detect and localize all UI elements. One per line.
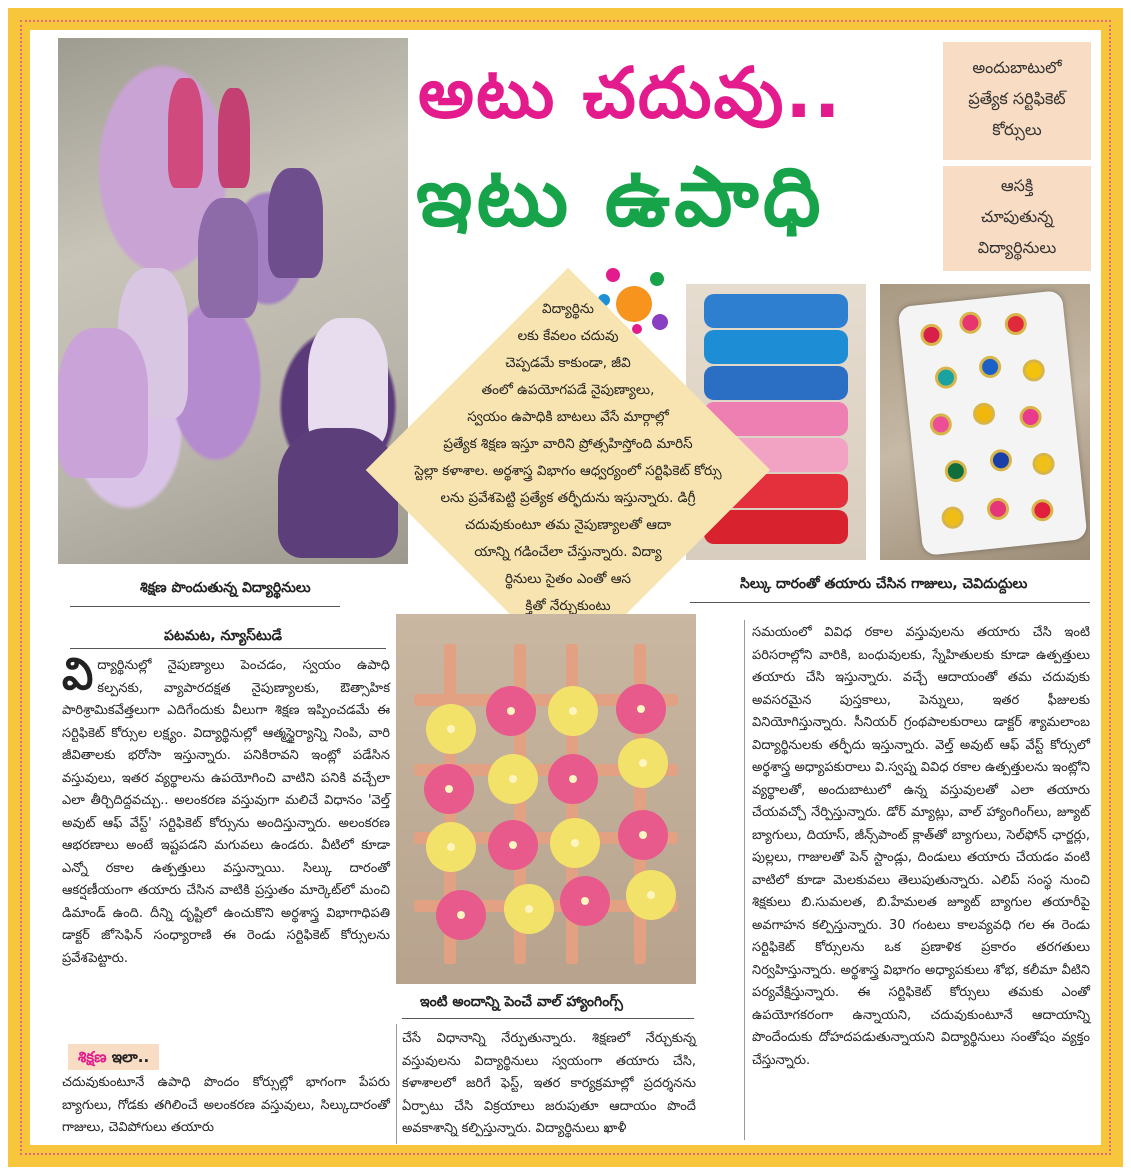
intro-line: ర్థినులు సైతం ఎంతో ఆస bbox=[505, 571, 631, 587]
side-box-line: చూపుతున్న bbox=[980, 207, 1054, 226]
headline-line-1: అటు చదువు.. bbox=[418, 52, 843, 134]
article-column-1b-text: చదువుకుంటూనే ఉపాధి పొందం కోర్సుల్లో భాగంగా పేపరు బ్యాగులు, గోడకు తగిలించే అలంకరణ వస్తువులు, సిల్కుదారంతో గాజులు, చెవిపోగులు తయారు bbox=[62, 1075, 390, 1135]
article-column-3 bbox=[752, 622, 1090, 1072]
column-divider bbox=[744, 620, 745, 1140]
side-box-courses bbox=[943, 42, 1091, 160]
earrings-photo bbox=[880, 284, 1090, 560]
headline-line-2: ఇటు ఉపాధి bbox=[416, 150, 825, 245]
intro-line: చదువుకుంటూ తమ నైపుణ్యాలతో ఆదా bbox=[464, 517, 672, 533]
side-box-line: అందుబాటులో bbox=[972, 58, 1062, 77]
wall-hanging-caption: ఇంటి అందాన్ని పెంచే వాల్ హ్యాంగింగ్స్ bbox=[420, 994, 623, 1010]
intro-text bbox=[366, 296, 770, 647]
article-column-1 bbox=[62, 649, 390, 970]
dateline-rule bbox=[70, 648, 386, 649]
column-divider bbox=[396, 1024, 397, 1144]
article-column-2 bbox=[402, 1028, 696, 1141]
intro-line: చెప్పడమే కాకుండా, జీవి bbox=[505, 355, 631, 371]
article-column-1-text: ద్యార్థినుల్లో నైపుణ్యాలు పెంచడం, స్వయం ఉపాధి కల్పనకు, వ్యాపారదక్షత నైపుణ్యాలకు, ఔత్సాహిక పారిశ్రామికవేత్తలుగా ఎదిగేందుకు వీలుగా శిక్షణ ఇప్పించడమే ఈ సర్టిఫికెట్ కోర్సుల లక్ష్యం. విద్యార్థినుల్లో ఆత్మస్థైర్యాన్ని నింపి, వారి జీవితాలకు భరోసా ఇస్తున్నారు. పనికిరావని ఇంట్లో పడేసిన వస్తువులు, ఇతర వ్యర్థాలను ఉపయోగించి వాటిని పనికి వచ్చేలా ఎలా తీర్చిదిద్దవచ్చు.. అలంకరణ వస్తువుగా మలిచే విధానం 'వెల్త్ అవుట్ ఆఫ్ వేస్ట్' సర్టిఫికెట్ కోర్సును అందిస్తున్నారు. అలంకరణ ఆభరణాలు అంటే ఇష్టపడని మగువలు ఉండరు. వీటిలో కూడా ఎన్నో రకాల ఉత్పత్తులు వస్తున్నాయి. సిల్కు దారంతో ఆకర్షణీయంగా తయారు చేసిన వాటికి ప్రస్తుతం మార్కెట్‌లో మంచి డిమాండ్ ఉంది. దీన్ని దృష్టిలో ఉంచుకొని అర్థశాస్త్ర విభాగాధిపతి డాక్టర్ జోసెఫిన్ సంధ్యారాణి ఈ రెండు సర్టిఫికెట్ కోర్సులను ప్రవేశపెట్టారు. bbox=[62, 658, 390, 966]
subhead-text: ఇలా.. bbox=[111, 1048, 150, 1066]
side-box-students bbox=[943, 166, 1091, 271]
article-column-3-text: సమయంలో వివిధ రకాల వస్తువులను తయారు చేసి ఇంటి పరిసరాల్లోని వారికి, బంధువులకు, స్నేహితులకు కూడా ఉత్పత్తులు తయారు చేసి ఇస్తున్నారు. వచ్చే ఆదాయంతో తమ చదువుకు అవసరమైన పుస్తకాలు, పెన్నులు, ఇతర ఫీజులకు వినియోగిస్తున్నారు. సీనియర్ గ్రంథపాలకురాలు డాక్టర్ శ్యామలాంబ విద్యార్థినులకు తర్ఫీదు ఇస్తున్నారు. వెల్త్ అవుట్ ఆఫ్ వేస్ట్ కోర్సులో అర్థశాస్త్ర అధ్యాపకురాలు వి.స్వప్న వివిధ రకాల ఉత్పత్తులను ఇంట్లోని వ్యర్థాలతో, అందుబాటులో ఉన్న వస్తువులతో ఎలా తయారు చేయవచ్చో నేర్పిస్తున్నారు. డోర్ మ్యాట్లు, వాల్ హ్యాంగింగ్‌లు, జ్యూట్ బ్యాగులు, దియాస్, జీన్స్‌పాంట్ క్లాత్‌తో బ్యాగులు, సెల్‌ఫోన్ ఛార్జర్లు, పుల్లలు, గాజులతో పెన్ స్టాండ్లు, దిండులు తయారు చేయడం వంటి వాటిలో కూడా మెలకువలు తెలుపుతున్నారు. ఎలిప్ సంస్థ నుంచి శిక్షకులు బి.సుమలత, బి.హేమలత జ్యూట్ బ్యాగుల తయారీపై అవగాహన కల్పిస్తున్నారు. 30 గంటలు కాలవ్యవధి గల ఈ రెండు సర్టిఫికెట్ కోర్సులను ఒక ప్రణాళిక ప్రకారం తరగతులు నిర్వహిస్తున్నారు. అర్థశాస్త్ర విభాగం అధ్యాపకులు శోభ, కలీమా వీటిని పర్యవేక్షిస్తున్నారు. ఈ సర్టిఫికెట్ కోర్సులు తమకు ఎంతో ఉపయోగకరంగా ఉన్నాయని, చదువుకుంటూనే ఆదాయాన్ని పొందేందుకు దోహదపడుతున్నాయని విద్యార్థినులు సంతోషం వ్యక్తం చేస్తున్నారు. bbox=[752, 625, 1090, 1068]
side-box-line: ఆసక్తి bbox=[1000, 176, 1034, 195]
intro-line: స్వయం ఉపాధికి బాటలు వేసే మార్గాల్లో bbox=[467, 409, 669, 425]
dropcap: వి bbox=[62, 649, 94, 700]
intro-line: స్టెల్లా కళాశాల. అర్థశాస్త్ర విభాగం ఆధ్వర్యంలో సర్టిఫికెట్ కోర్సు bbox=[414, 463, 722, 479]
classroom-caption: శిక్షణ పొందుతున్న విద్యార్థినులు bbox=[140, 580, 311, 596]
intro-line: లను ప్రవేశపెట్టి ప్రత్యేక తర్ఫీదును ఇస్తున్నారు. డిగ్రీ bbox=[440, 490, 696, 506]
side-box-line: కోర్సులు bbox=[992, 120, 1042, 139]
side-box-line: ప్రత్యేక సర్టిఫికెట్ bbox=[968, 89, 1066, 108]
caption-rule bbox=[70, 606, 340, 607]
caption-rule bbox=[402, 1018, 694, 1019]
subhead-accent: శిక్షణ bbox=[78, 1048, 107, 1066]
intro-line: క్తితో నేర్చుకుంటు bbox=[525, 598, 611, 614]
bangles-earrings-caption: సిల్కు దారంతో తయారు చేసిన గాజులు, చెవిదుద్దులు bbox=[740, 576, 1028, 592]
wall-hanging-photo bbox=[396, 614, 696, 984]
intro-line: యాన్ని గడించేలా చేస్తున్నారు. విద్యా bbox=[474, 544, 662, 560]
intro-line: లకు కేవలం చదువు bbox=[517, 328, 619, 344]
earring-tray bbox=[897, 290, 1087, 556]
intro-line: ప్రత్యేక శిక్షణ ఇస్తూ వారిని ప్రోత్సహిస్తోంది మారిస్ bbox=[443, 436, 693, 452]
article-column-1b bbox=[62, 1072, 390, 1140]
intro-line: విద్యార్థిను bbox=[542, 301, 594, 317]
side-box-line: విద్యార్థినులు bbox=[977, 238, 1057, 257]
caption-rule bbox=[690, 602, 1090, 603]
intro-diamond bbox=[366, 268, 770, 672]
classroom-photo bbox=[58, 38, 408, 564]
intro-line: తంలో ఉపయోగపడే నైపుణ్యాలు, bbox=[481, 382, 655, 398]
subhead bbox=[68, 1044, 159, 1070]
article-column-2-text: చేసే విధానాన్ని నేర్పుతున్నారు. శిక్షణలో నేర్చుకున్న వస్తువులను విద్యార్థినులు స్వయంగా తయారు చేసి, కళాశాలలో జరిగే ఫెస్ట్, ఇతర కార్యక్రమాల్లో ప్రదర్శనను ఏర్పాటు చేసి విక్రయాలు జరుపుతూ ఆదాయం పొందే అవకాశాన్ని కల్పిస్తున్నారు. విద్యార్థినులు ఖాళీ bbox=[402, 1031, 696, 1136]
dateline: పటమట, న్యూస్‌టుడే bbox=[163, 628, 282, 644]
